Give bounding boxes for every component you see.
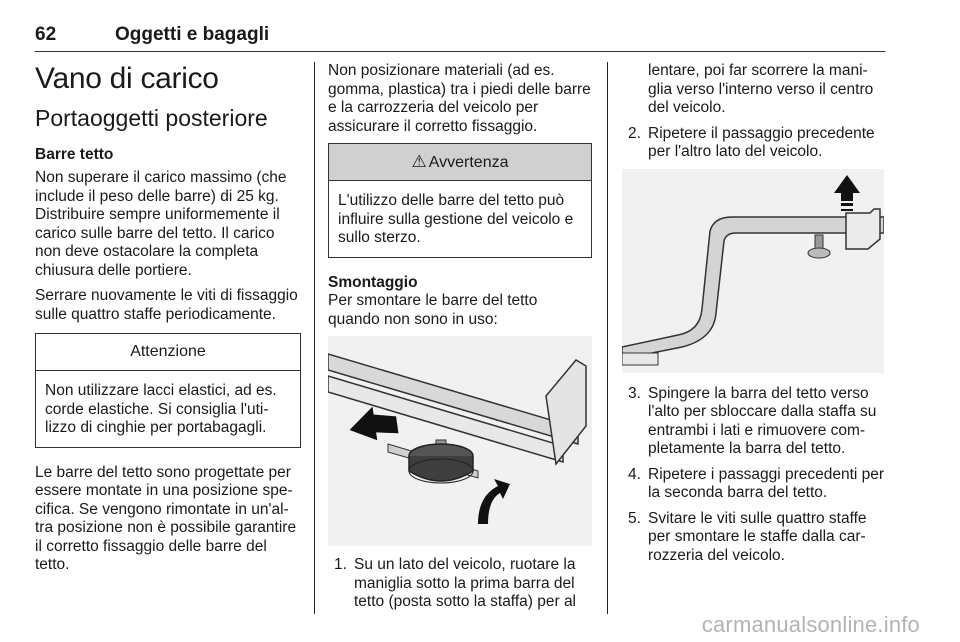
page-title: Oggetti e bagagli — [115, 24, 270, 45]
paragraph: Non posizionare materiali (ad es. gomma, plastica) tra i piedi delle barre e la carrozzeria del veicolo per assicurare il corretto fissaggio. — [328, 62, 591, 135]
warning-box — [328, 143, 592, 258]
paragraph: Non superare il carico massimo (che include il peso delle barre) di 25 kg. Distribuire sempre uniformemente il carico sulle barre del tetto. Il carico non deve ostacolare la completa chiusura delle portiere. — [35, 169, 287, 279]
caution-box — [35, 333, 301, 448]
topic-heading: Barre tetto — [35, 146, 114, 163]
paragraph: Le barre del tetto sono progettate per essere montate in una posizione specifica. Se vengono rimontate in un'altra posizione non è possibile garantire il corretto fissaggio delle barre del tetto. — [35, 463, 297, 573]
caution-text: Non utilizzare lacci elastici, ad es. corde elastiche. Si consiglia l'utilizzo di cinghie per portabagagli. — [45, 382, 277, 436]
warning-text: L'utilizzo delle barre del tetto può influire sulla gestione del veicolo e sullo sterzo. — [338, 192, 574, 246]
section-title: Vano di carico — [35, 62, 219, 95]
warning-title: Avvertenza — [428, 154, 509, 171]
paragraph: Per smontare le barre del tetto quando non sono in uso: — [328, 292, 538, 328]
warning-header — [329, 144, 591, 181]
rail-end — [622, 353, 658, 365]
step: 3. Spingere la barra del tetto verso l'alto per sbloccare dalla staffa su entrambi i lati e rimuovere completamente la barra del tetto. — [628, 384, 877, 457]
subheading: Smontaggio — [328, 273, 418, 291]
bracket — [846, 209, 880, 249]
column-2 — [328, 62, 592, 619]
page-number: 62 — [35, 24, 57, 45]
warning-triangle-icon: ⚠ — [411, 152, 427, 171]
roof-bar-release-illustration — [622, 169, 884, 373]
step: 4. Ripetere i passaggi precedenti per la seconda barra del tetto. — [628, 465, 885, 501]
subsection-title: Portaoggetti posteriore — [35, 105, 268, 131]
watermark: carmanualsonline.info — [701, 612, 920, 637]
column-1 — [35, 62, 301, 582]
column-divider — [314, 62, 315, 614]
roof-bar-handle-illustration — [328, 336, 592, 546]
column-3 — [622, 62, 886, 572]
caution-title: Attenzione — [36, 334, 300, 371]
page-header — [35, 24, 885, 52]
paragraph: lentare, poi far scorrere la maniglia verso l'interno verso il centro del veicolo. — [648, 62, 874, 116]
column-divider — [607, 62, 608, 614]
step: 5. Svitare le viti sulle quattro staffe per smontare le staffe dalla carrozzeria del veicolo. — [628, 509, 867, 564]
step: 1. Su un lato del veicolo, ruotare la maniglia sotto la prima barra del tetto (posta sotto la staffa) per al — [334, 556, 577, 610]
step: 2. Ripetere il passaggio precedente per l'altro lato del veicolo. — [628, 124, 875, 160]
paragraph: Serrare nuovamente le viti di fissaggio sulle quattro staffe periodicamente. — [35, 287, 298, 323]
